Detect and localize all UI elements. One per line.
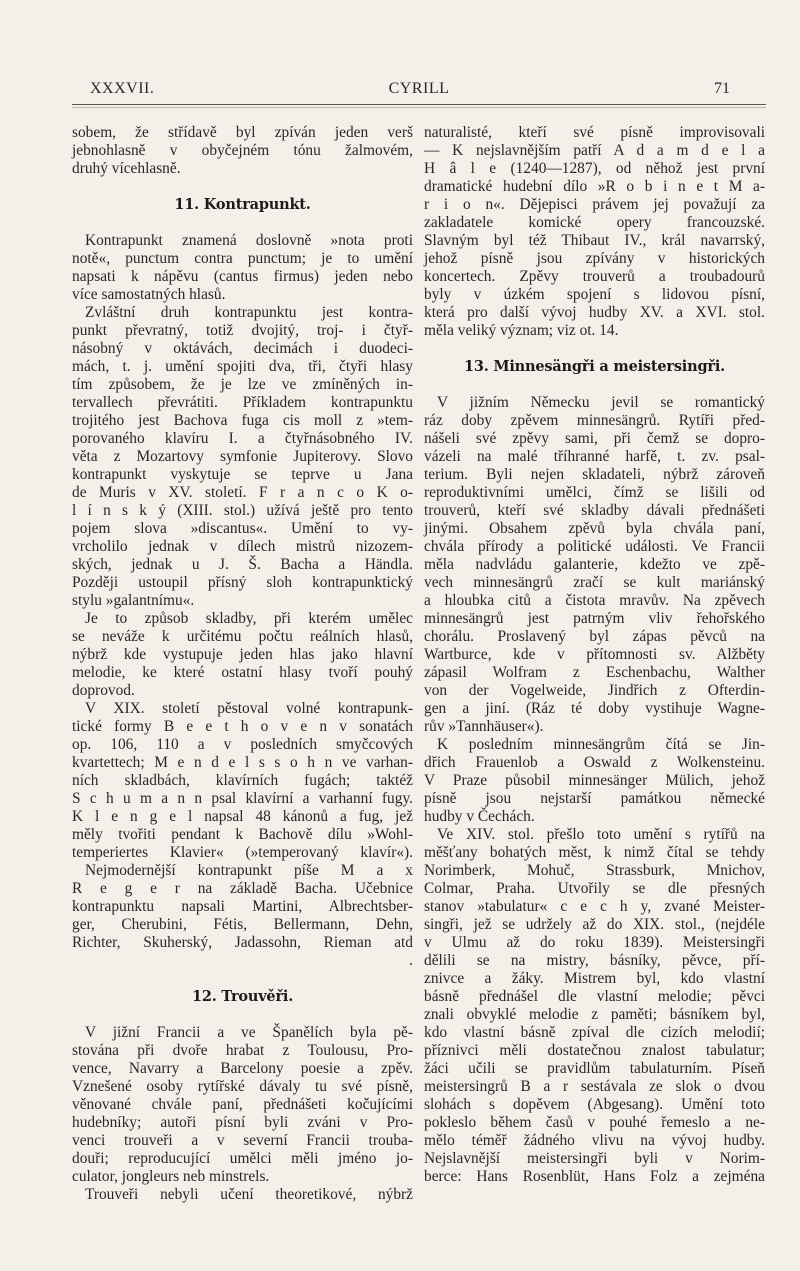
page-number: 71 (714, 80, 730, 97)
text-line: kvartettech; M e n d e l s s o h n ve varhan- (72, 754, 413, 771)
text-line: koncertech. Zpěvy trouverů a troubadourů (424, 268, 765, 285)
text-line: měšťany bohatých měst, k nimž čítal se tehdy (424, 844, 765, 861)
text-line: Později ustoupil přísný sloh kontrapunktický (72, 574, 413, 591)
text-line: napsati k nápěvu (cantus firmus) jeden nebo (72, 268, 413, 285)
text-line: Ve XIV. stol. přešlo toto umění s rytířů na (437, 826, 765, 843)
text-line: trojitého jest Bachova fuga cis moll z »tem- (72, 412, 413, 429)
text-line: stylu »galantnímu«. (72, 592, 195, 609)
section-heading: 13. Minnesängři a meistersingři. (464, 358, 725, 375)
text-line: Richter, Skuherský, Jadassohn, Rieman atd (72, 934, 413, 951)
text-line: hudebníky; autoři písní byli zváni v Pro- (72, 1114, 413, 1131)
text-line: Slavným byl též Thibaut IV., král navarrský, (424, 232, 765, 249)
text-line: temperiertes Klavier« (»temperovaný klavír«). (72, 844, 413, 861)
text-line: příznivci měli dostatečnou znalost tabulatur; (424, 1042, 765, 1059)
text-line: slohách s dopěvem (Abgesang). Umění toto (424, 1096, 765, 1113)
text-line: pokleslo během časů v pouhé řemeslo a ne- (424, 1114, 765, 1131)
text-line: a hloubka citů a čistota mravův. Na zpěvech (424, 592, 765, 609)
text-line: doprovod. (72, 682, 135, 699)
text-line: naturalisté, kteří své písně improvisovali (424, 124, 765, 141)
text-line: terium. Byli nejen skladateli, nýbrž zároveň (424, 466, 765, 483)
text-column-right (424, 124, 765, 1186)
text-line: berce: Hans Rosenblüt, Hans Folz a zejména (424, 1168, 765, 1185)
paragraph (72, 610, 413, 700)
text-line: druhý vícehlasně. (72, 160, 181, 177)
text-line: S c h u m a n n psal klavírní a varhanní fugy. (72, 790, 413, 807)
text-line: více samostatných hlasů. (72, 286, 226, 303)
text-line: op. 106, 110 a v posledních smyčcových (72, 736, 413, 753)
text-line: von der Vogelweide, Jindřich z Ofterdin- (424, 682, 765, 699)
text-line: venci trouveři a v severní Francii trouba- (72, 1132, 413, 1149)
text-line: v Ulmu až do roku 1839). Meistersingři (424, 934, 765, 951)
text-line: chorálu. Proslavený byl zápas pěvců na (424, 628, 765, 645)
text-line: — K nejslavnějším patří A d a m d e l a (424, 142, 765, 159)
text-line: násobný v oktávách, decimách i duodeci- (72, 340, 413, 357)
text-line: porovaného klavíru I. a čtyřnásobného IV. (72, 430, 413, 447)
text-line: vech minnesängrů zračí se kult mariánský (424, 574, 765, 591)
text-line: Vznešené osoby rytířské dávaly tu své písně, (72, 1078, 413, 1095)
text-line: nýbrž kde vystupuje jeden hlas jako hlavní (72, 646, 413, 663)
text-line: dělili se na mistry, básníky, pěvce, pří- (424, 952, 765, 969)
paragraph (72, 124, 413, 178)
text-line: kontrapunkt vyskytuje se teprve u Jana (72, 466, 413, 483)
text-line: Zvláštní druh kontrapunktu jest kontra- (85, 304, 413, 321)
text-line: vence, Navarry a Barcelony poesie a zpěv. (72, 1060, 413, 1077)
text-line: vrcholilo jednak v dílech mistrů nizozem- (72, 538, 413, 555)
text-line: hudby v Čechách. (424, 808, 535, 825)
text-line: měla nadvládu galanterie, kdežto ve zpě- (424, 556, 765, 573)
text-line: V XIX. století pěstoval volné kontrapunk- (85, 700, 413, 717)
text-line: jinými. Obsahem zpěvů byla chvála paní, (424, 520, 765, 537)
text-line: tické formy B e e t h o v e n v sonatách (72, 718, 413, 735)
text-line: Norimberk, Mohuč, Strassburk, Mnichov, (424, 862, 765, 879)
text-line: V jižní Francii a ve Španělích byla pě- (85, 1024, 413, 1041)
paragraph (72, 304, 413, 610)
text-line: kdo vlastní básně zpíval dle cizích melodií; (424, 1024, 765, 1041)
text-line: mělo téměř žádného vlivu na vývoj hudby. (424, 1132, 765, 1149)
section-heading: 12. Trouvěři. (191, 988, 294, 1005)
text-line: ráz doby zpěvem minnesängrů. Rytíři před- (424, 412, 765, 429)
text-line: douři; reproducující umělci měli jméno jo- (72, 1150, 413, 1167)
text-line: dřich Frauenlob a Oswald z Wolkensteinu. (424, 754, 765, 771)
paragraph (424, 826, 765, 1186)
paragraph (424, 124, 765, 340)
text-line: která pro další vývoj hudby XV. a XVI. stol. (424, 304, 765, 321)
text-line: melodie, ke které ostatní hlasy tvoří pouhý (72, 664, 413, 681)
text-line: měly tvořiti pendant k Bachově dílu »Wohl- (72, 826, 413, 843)
text-line: tervallech převrátiti. Příkladem kontrapunktu (72, 394, 413, 411)
entry-title: CYRILL (388, 80, 450, 97)
text-line: pojem slova »discantus«. Umění to vy- (72, 520, 413, 537)
text-column-left (72, 124, 413, 1204)
text-line: zakladatele komické opery francouzské. (424, 214, 765, 231)
text-line: R e g e r na základě Bacha. Učebnice (72, 880, 413, 897)
text-line: culator, jongleurs neb minstrels. (72, 1168, 270, 1185)
text-line: básně přednášel dle vlastní melodie; pěvci (424, 988, 765, 1005)
text-line: Kontrapunkt znamená doslovně »nota proti (85, 232, 413, 249)
section-heading: 11. Kontrapunkt. (174, 196, 311, 213)
text-line: trouverů, kteří své skladby dávali přednášeti (424, 502, 765, 519)
text-line: zápasil Wolfram z Eschenbachu, Walther (424, 664, 765, 681)
text-line: Nejslavnější meistersingři byli v Norim- (424, 1150, 765, 1167)
text-line: ních skladbách, klavírních fugách; taktéž (72, 772, 413, 789)
paragraph (424, 736, 765, 826)
text-line: Nejmodernější kontrapunkt píše M a x (85, 862, 413, 879)
text-line: věnované chvále paní, přednášeti kočujícími (72, 1096, 413, 1113)
text-line: stanov »tabulatur« c e c h y, zvané Meister- (424, 898, 765, 915)
text-line: Wartburce, kde v přítomnosti sv. Alžběty (424, 646, 765, 663)
text-line: tím způsobem, že je lze ve zmíněných in- (72, 376, 413, 393)
paragraph (72, 1186, 413, 1204)
text-line: dramatické hudební dílo »R o b i n e t M a- (424, 178, 765, 195)
text-line: ských, jednak u J. Š. Bacha a Händla. (72, 556, 413, 573)
text-line: znivce a žáky. Mistrem byl, kdo vlastní (424, 970, 765, 987)
paragraph (72, 862, 413, 952)
text-line: měla veliký význam; viz ot. 14. (424, 322, 619, 339)
text-line: de Muris v XV. století. F r a n c o K o- (72, 484, 413, 501)
paragraph (424, 394, 765, 736)
text-line: Trouveři nebyli učení theoretikové, nýbrž (85, 1186, 413, 1203)
text-line: minnesängrů jest patrným vliv řehořského (424, 610, 765, 627)
paragraph (72, 700, 413, 862)
text-line: reproduktivními umělci, čímž se lišili od (424, 484, 765, 501)
text-line: se neváže k určitému počtu reálních hlasů, (72, 628, 413, 645)
text-line: K posledním minnesängrům čítá se Jin- (437, 736, 765, 753)
text-line: znali obvyklé melodie z paměti; básníkem byl, (424, 1006, 765, 1023)
text-line: gen a jiní. (Ráz té doby vystihuje Wagne- (424, 700, 765, 717)
text-line: nášeli své zpěvy sami, při čemž se dopro- (424, 430, 765, 447)
text-line: mách, t. j. umění spojiti dva, tři, čtyři hlasy (72, 358, 413, 375)
end-mark: . (409, 952, 413, 969)
text-line: ger, Cherubini, Fétis, Bellermann, Dehn, (72, 916, 413, 933)
text-line: jehož písně jsou zpívány v historických (424, 250, 765, 267)
text-line: rův »Tannhäuser«). (424, 718, 544, 735)
text-line: písně jsou nejstarší památkou německé (424, 790, 765, 807)
text-line: věta z Mozartovy symfonie Jupiterovy. Slovo (72, 448, 413, 465)
text-line: byly v úzkém spojení s lidovou písní, (424, 286, 765, 303)
text-line: Colmar, Praha. Utvořily se dle přesných (424, 880, 765, 897)
volume-number: XXXVII. (90, 80, 155, 97)
text-line: l í n s k ý (XIII. stol.) užívá ještě pro tento (72, 502, 413, 519)
text-line: vázeli na malé tříhranné harfě, t. zv. psal- (424, 448, 765, 465)
text-line: singři, jež se udržely až do XIX. stol., (nejdéle (424, 916, 765, 933)
text-line: kontrapunktu napsali Martini, Albrechtsber- (72, 898, 413, 915)
text-line: V Praze působil minnesänger Mülich, jehož (424, 772, 765, 789)
text-line: V jižním Německu jevil se romantický (437, 394, 765, 411)
text-line: H â l e (1240—1287), od něhož jest první (424, 160, 765, 177)
paragraph (72, 1024, 413, 1186)
text-line: chvála přírody a politické události. Ve Francii (424, 538, 765, 555)
text-line: punkt převratný, totiž dvojitý, troj- i čtyř- (72, 322, 413, 339)
paragraph (72, 232, 413, 304)
text-line: r i o n«. Dějepisci právem jej považují za (424, 196, 765, 213)
text-line: sobem, že střídavě byl zpíván jeden verš (72, 124, 413, 141)
text-line: stována při dvoře hrabat z Toulousu, Pro- (72, 1042, 413, 1059)
text-line: K l e n g e l napsal 48 kánonů a fug, jež (72, 808, 413, 825)
text-line: Je to způsob skladby, při kterém umělec (85, 610, 413, 627)
running-head (72, 78, 766, 105)
text-line: notě«, punctum contra punctum; je to umění (72, 250, 413, 267)
text-line: žáci učili se pravidlům tabulaturním. Píseň (424, 1060, 765, 1077)
text-line: jebnohlasně v obyčejném tónu žalmovém, (72, 142, 413, 159)
text-line: meistersingrů B a r sestávala ze slok o dvou (424, 1078, 765, 1095)
